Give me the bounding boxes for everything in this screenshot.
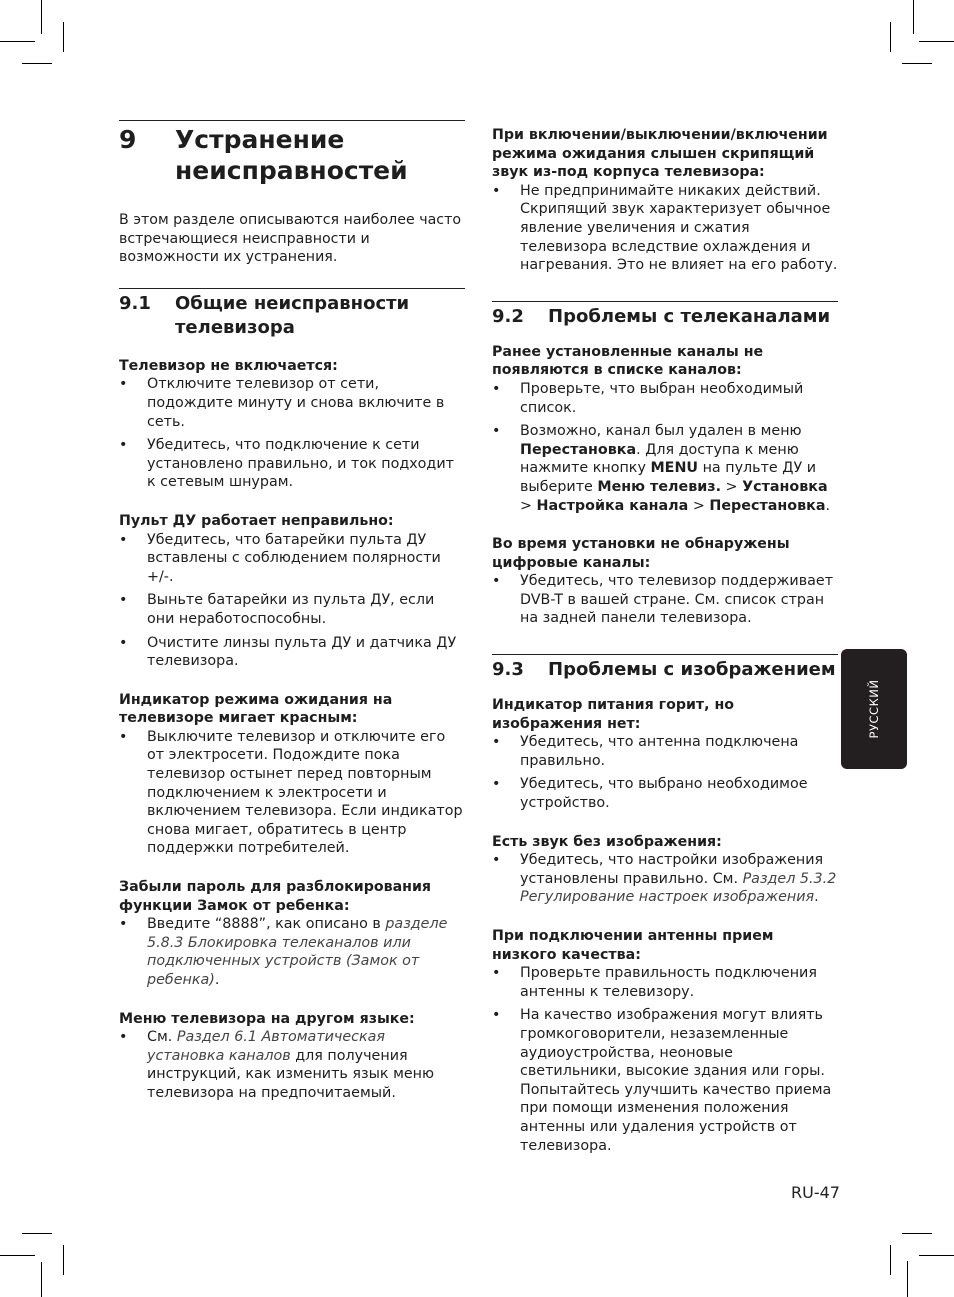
menu-path-step: Настройка канала <box>536 497 689 514</box>
list-item <box>492 422 838 515</box>
crop-mark <box>0 41 35 42</box>
divider <box>119 120 465 121</box>
crop-mark <box>22 1233 52 1234</box>
item-text: Возможно, канал был удален в меню <box>520 423 802 440</box>
list-item: • Не предпринимайте никаких действий. Скрипящий звук характеризует обычное явление увеличения и сжатия телевизора вследствие охлаждения и нагревания. Это не влияет на его работу. <box>492 182 838 275</box>
menu-path-step: Установка <box>742 478 828 495</box>
language-tab <box>841 649 907 769</box>
list-item: • Убедитесь, что батарейки пульта ДУ вставлены с соблюдением полярности +/-. <box>119 531 465 587</box>
crop-mark <box>919 41 954 42</box>
crop-mark <box>63 22 64 52</box>
menu-path-step: Меню телевиз. <box>597 478 722 495</box>
list-item: • Выключите телевизор и отключите его от электросети. Подождите пока телевизор остынет перед повторным подключением к электросети и включением телевизора. Если индикатор снова мигает, обратитесь в центр поддержки потребителей. <box>119 728 465 858</box>
problem-heading: Есть звук без изображения: <box>492 833 722 850</box>
subsection-heading-9-2 <box>492 305 838 329</box>
solution-list <box>119 728 465 858</box>
section-reference: разделе 5.8.3 Блокировка телеканалов или подключенных устройств (Замок от ребенка) <box>147 916 448 988</box>
problem-heading: Индикатор режима ожидания на телевизоре мигает красным: <box>119 691 393 727</box>
list-item: • Убедитесь, что выбрано необходимое устройство. <box>492 775 838 812</box>
list-item: • На качество изображения могут влиять громкоговорители, незаземленные аудиоустройства, неоновые светильники, высокие здания или горы. Попытайтесь улучшить качество приема при помощи изменения положения антенны или удаления устройств от телевизора. <box>492 1006 838 1155</box>
menu-path-step: Перестановка <box>709 497 826 514</box>
solution-list <box>492 733 838 812</box>
crop-mark <box>902 1233 932 1234</box>
page-title <box>119 124 465 186</box>
list-item: • Выньте батарейки из пульта ДУ, если они неработоспособны. <box>119 591 465 628</box>
item-text: > <box>520 497 537 514</box>
problem-heading: При подключении антенны прием низкого качества: <box>492 928 774 963</box>
item-text: См. <box>147 1029 177 1046</box>
intro-paragraph: В этом разделе описываются наиболее часто встречающиеся неисправности и возможности их устранения. <box>119 212 462 266</box>
solution-list <box>492 182 838 275</box>
crop-mark <box>890 22 891 52</box>
divider <box>119 288 465 289</box>
menu-button-name: MENU <box>650 460 699 477</box>
item-text: для получения инструкций, как изменить язык меню телевизора на предпочитаемый. <box>147 1047 435 1101</box>
item-text: . <box>825 497 831 514</box>
problem-heading: Ранее установленные каналы не появляются в списке каналов: <box>492 343 764 379</box>
divider <box>492 654 838 655</box>
solution-list <box>119 375 465 492</box>
crop-mark <box>913 0 914 34</box>
problem-heading: Пульт ДУ работает неправильно: <box>119 512 394 529</box>
subsection-title: Проблемы с изображением <box>548 659 836 681</box>
list-item <box>119 1028 465 1102</box>
problem-heading: Индикатор питания горит, но изображения нет: <box>492 697 735 732</box>
section-reference: Раздел 6.1 Автоматическая установка каналов <box>147 1029 386 1064</box>
item-text: . <box>214 972 220 988</box>
list-item: • Проверьте правильность подключения антенны к телевизору. <box>492 964 838 1001</box>
problem-heading: При включении/выключении/включении режима ожидания слышен скрипящий звук из-под корпуса телевизора: <box>492 127 828 181</box>
solution-list <box>119 531 465 671</box>
problem-heading: Телевизор не включается: <box>119 357 338 374</box>
page-number: RU-47 <box>791 1183 840 1202</box>
crop-mark <box>919 1255 954 1256</box>
subsection-number: 9.3 <box>492 659 524 681</box>
list-item: • Отключите телевизор от сети, подождите минуту и снова включите в сеть. <box>119 375 465 431</box>
solution-list <box>119 1028 465 1102</box>
item-text: > <box>688 497 710 514</box>
item-text: на пульте ДУ и выберите <box>520 460 816 495</box>
solution-list <box>492 380 838 515</box>
list-item: • Убедитесь, что подключение к сети установлено правильно, и ток подходит к сетевым шнурам. <box>119 436 465 492</box>
list-item: • Убедитесь, что телевизор поддерживает DVB-T в вашей стране. См. список стран на задней панели телевизора. <box>492 572 838 628</box>
solution-list <box>119 915 465 989</box>
crop-mark <box>0 1255 35 1256</box>
list-item: • Убедитесь, что антенна подключена правильно. <box>492 733 838 770</box>
section-number: 9 <box>119 125 137 154</box>
right-column <box>492 126 838 1160</box>
section-reference: Раздел 5.3.2 Регулирование настроек изображения <box>520 870 837 906</box>
left-column <box>119 120 465 1108</box>
item-text: . Для доступа к меню нажмите кнопку <box>520 441 799 477</box>
language-label: РУССКИЙ <box>867 679 881 739</box>
crop-mark <box>63 1245 64 1275</box>
list-item: • Проверьте, что выбран необходимый список. <box>492 380 838 417</box>
problem-heading: Во время установки не обнаружены цифровые каналы: <box>492 536 790 571</box>
list-item: • Очистите линзы пульта ДУ и датчика ДУ телевизора. <box>119 634 465 671</box>
solution-list <box>492 964 838 1155</box>
subsection-title: Проблемы с телеканалами <box>548 305 831 327</box>
menu-name: Перестановка <box>520 441 637 458</box>
item-text: Введите “8888”, как описано в <box>147 916 386 933</box>
list-item <box>119 915 465 989</box>
item-text: . <box>814 889 819 906</box>
list-item <box>492 851 838 907</box>
subsection-number: 9.2 <box>492 305 524 327</box>
subsection-heading-9-1 <box>119 292 465 340</box>
crop-mark <box>907 1261 908 1297</box>
subsection-heading-9-3 <box>492 658 838 682</box>
crop-mark <box>902 63 932 64</box>
subsection-title: Общие неисправности телевизора <box>175 292 410 338</box>
item-text: Убедитесь, что настройки изображения установлены правильно. См. <box>520 852 824 887</box>
crop-mark <box>41 1262 42 1297</box>
crop-mark <box>41 0 42 34</box>
solution-list <box>492 851 838 907</box>
problem-heading: Меню телевизора на другом языке: <box>119 1010 415 1027</box>
problem-heading: Забыли пароль для разблокирования функции Замок от ребенка: <box>119 879 432 914</box>
solution-list <box>492 572 838 628</box>
crop-mark <box>22 63 52 64</box>
subsection-number: 9.1 <box>119 292 151 314</box>
divider <box>492 301 838 302</box>
item-text: > <box>721 478 743 495</box>
crop-mark <box>890 1245 891 1275</box>
section-title: Устранение неисправностей <box>175 125 408 185</box>
